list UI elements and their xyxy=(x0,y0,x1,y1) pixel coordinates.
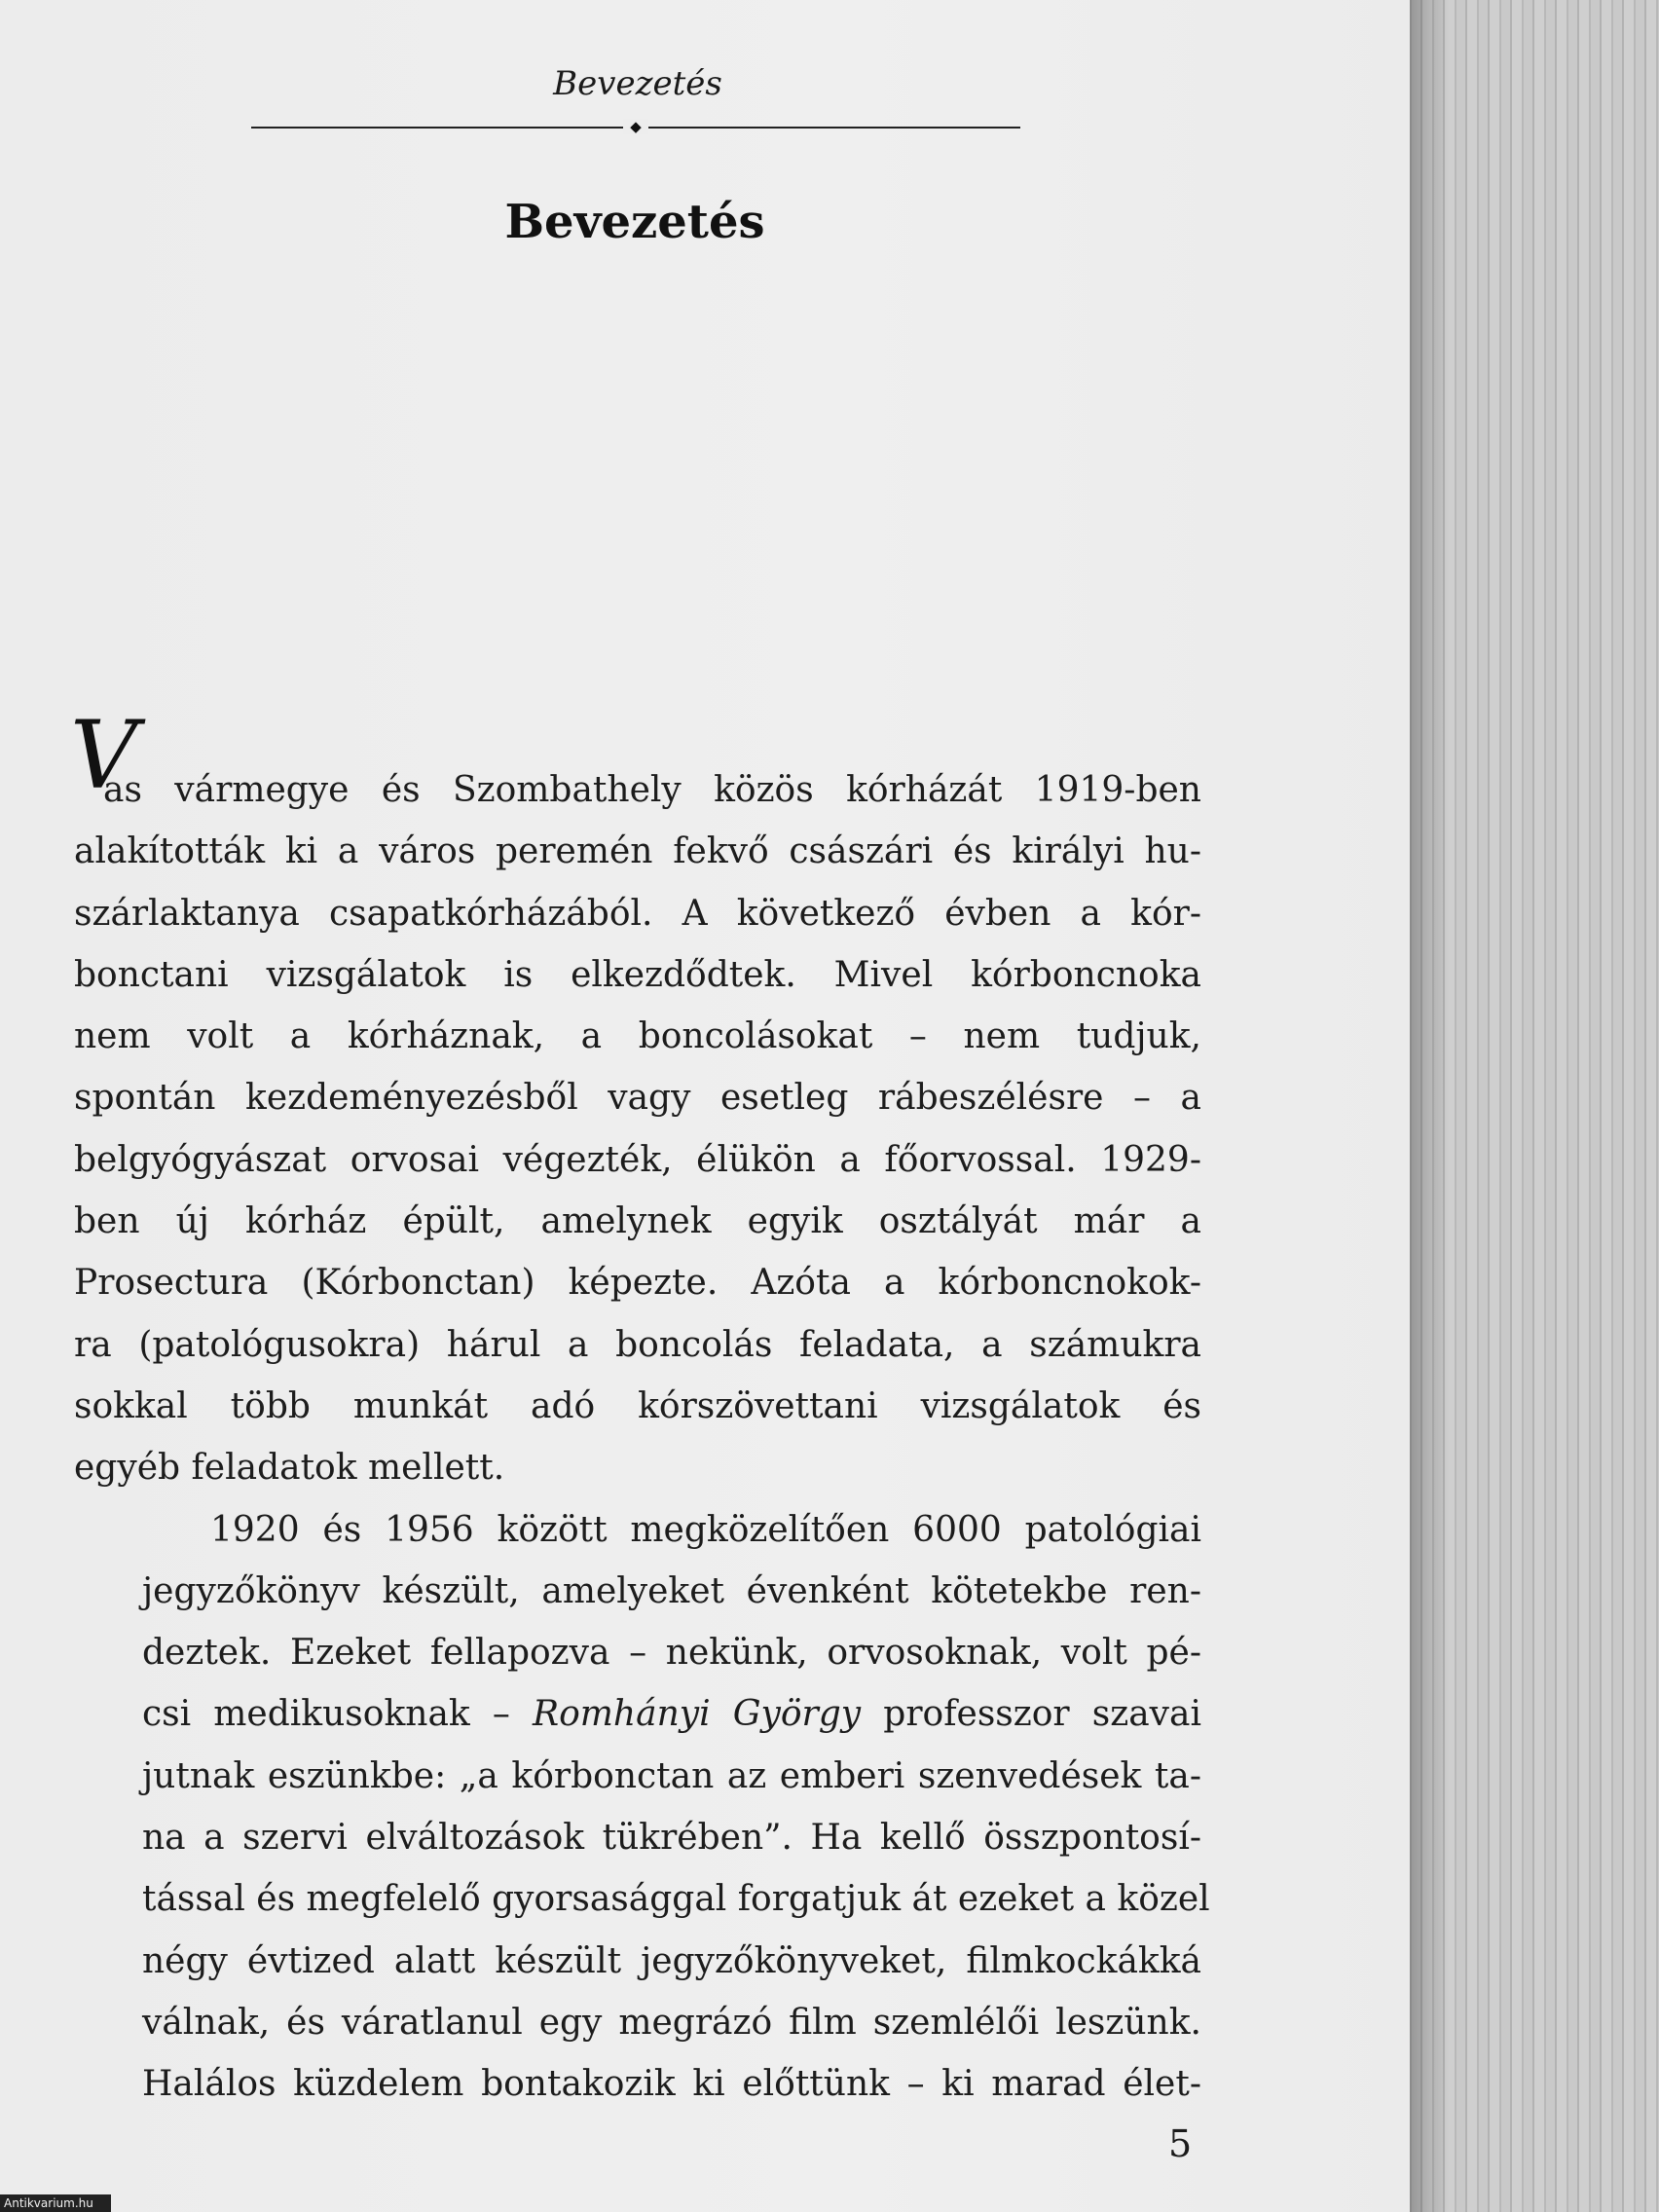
text-line: jegyzőkönyv készült, amelyeket évenként kötetekbe ren- xyxy=(142,1570,1201,1611)
text-line: Prosectura (Kórbonctan) képezte. Azóta a kórboncnokok- xyxy=(74,1263,1201,1304)
text-line: alakították ki a város peremén fekvő császári és királyi hu- xyxy=(74,831,1201,872)
text-line: na a szervi elváltozások tükrében”. Ha kellő összpontosí- xyxy=(142,1818,1201,1859)
text-line: tással és megfelelő gyorsasággal forgatjuk át ezeket a közel xyxy=(142,1879,1210,1920)
text-line: ra (patológusokra) hárul a boncolás feladata, a számukra xyxy=(74,1324,1201,1365)
page-shadow xyxy=(1410,0,1449,2212)
text-line: spontán kezdeményezésből vagy esetleg rábeszélésre – a xyxy=(74,1078,1201,1119)
text-line: nem volt a kórháznak, a boncolásokat – nem tudjuk, xyxy=(74,1016,1201,1057)
author-name: Romhányi György xyxy=(533,1694,862,1735)
body-text xyxy=(70,701,1210,2116)
running-head: Bevezetés xyxy=(553,64,722,103)
text-line: négy évtized alatt készült jegyzőkönyveket, filmkockákká xyxy=(142,1940,1201,1981)
text-segment: csi medikusoknak – xyxy=(142,1694,534,1735)
paragraph-2 xyxy=(74,1499,1210,2116)
watermark: Antikvarium.hu xyxy=(0,2194,111,2212)
text-line: bonctani vizsgálatok is elkezdődtek. Mivel kórboncnoka xyxy=(74,954,1201,995)
page-number: 5 xyxy=(1168,2122,1193,2165)
chapter-title: Bevezetés xyxy=(504,195,765,249)
text-line: egyéb feladatok mellett. xyxy=(74,1448,505,1489)
text-segment: professzor szavai xyxy=(861,1694,1201,1735)
text-line: ben új kórház épült, amelynek egyik osztályát már a xyxy=(74,1201,1201,1242)
text-line: Halálos küzdelem bontakozik ki előttünk – ki marad élet- xyxy=(142,2064,1201,2105)
text-line: 1920 és 1956 között megközelítően 6000 patológiai xyxy=(210,1509,1201,1550)
text-line: jutnak eszünkbe: „a kórbonctan az emberi szenvedések ta- xyxy=(142,1755,1201,1796)
paragraph-1 xyxy=(70,701,1201,1499)
text-line: szárlaktanya csapatkórházából. A következő évben a kór- xyxy=(74,893,1201,934)
drop-cap: V xyxy=(70,701,138,810)
text-line: deztek. Ezeket fellapozva – nekünk, orvosoknak, volt pé- xyxy=(142,1633,1201,1674)
text-line-with-name xyxy=(74,1683,1201,1745)
rule-ornament-icon: ◆ xyxy=(623,119,648,134)
text-line: as vármegye és Szombathely közös kórházát 1919-ben xyxy=(103,770,1201,810)
text-line: válnak, és váratlanul egy megrázó film szemlélői leszünk. xyxy=(142,2002,1201,2043)
text-line: belgyógyászat orvosai végezték, élükön a főorvossal. 1929- xyxy=(74,1139,1201,1180)
text-line: sokkal több munkát adó kórszövettani vizsgálatok és xyxy=(74,1385,1201,1426)
